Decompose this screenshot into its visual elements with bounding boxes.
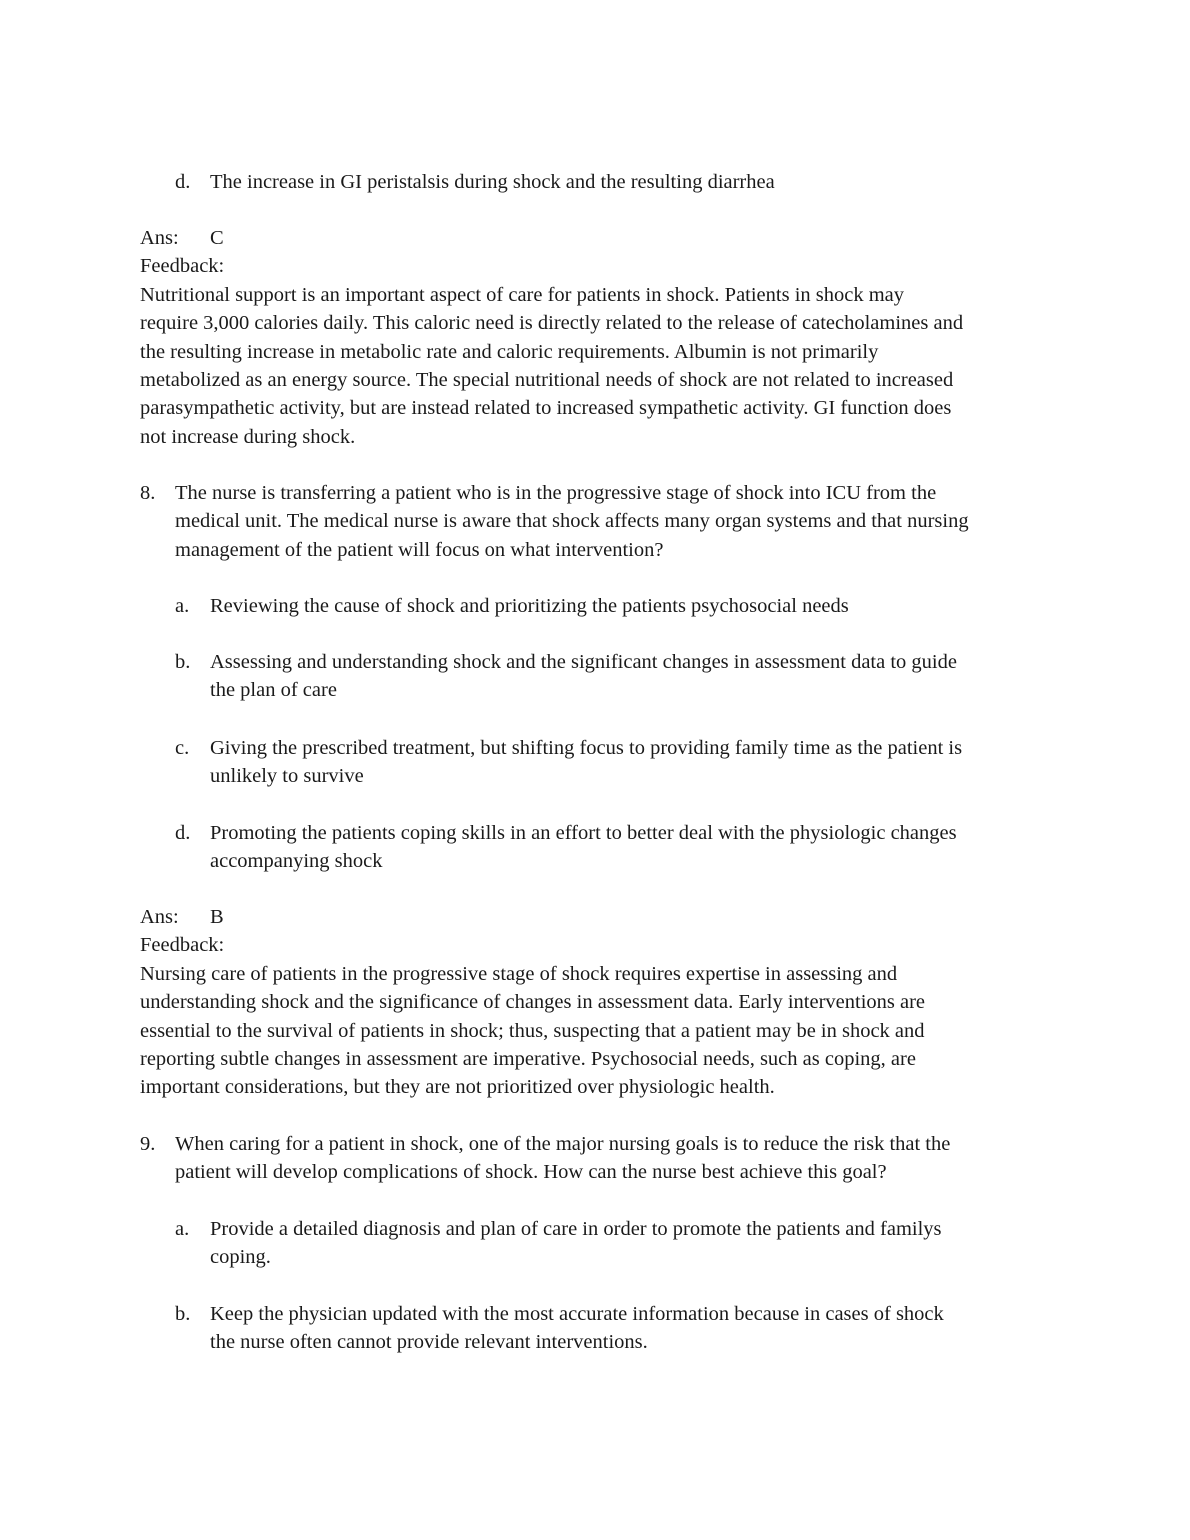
question-line: When caring for a patient in shock, one of the major nursing goals is to reduce the risk that the: [175, 1133, 951, 1155]
option-text: Keep the physician updated with the most accurate information because in cases of shock: [210, 1303, 944, 1325]
question-line: The nurse is transferring a patient who is in the progressive stage of shock into ICU from the: [175, 482, 937, 504]
option-letter: a.: [175, 1218, 190, 1240]
answer-value: B: [210, 906, 224, 928]
q8-option-d: [175, 819, 957, 876]
question-line: medical unit. The medical nurse is aware that shock affects many organ systems and that nursing: [175, 510, 969, 533]
feedback-line: parasympathetic activity, but are instead related to increased sympathetic activity. GI function does: [140, 397, 952, 420]
feedback-line: essential to the survival of patients in shock; thus, suspecting that a patient may be in shock and: [140, 1019, 925, 1042]
feedback-label: Feedback:: [140, 934, 225, 957]
question-8: [140, 479, 969, 564]
question-line: management of the patient will focus on what intervention?: [175, 538, 664, 561]
option-text: unlikely to survive: [210, 765, 364, 788]
q9-option-a: [175, 1215, 942, 1272]
question-9: [140, 1130, 950, 1187]
option-letter: b.: [175, 651, 191, 673]
option-text: coping.: [210, 1246, 271, 1269]
feedback-line: understanding shock and the significance of changes in assessment data. Early interventions are: [140, 991, 926, 1014]
feedback-line: metabolized as an energy source. The special nutritional needs of shock are not related to increased: [140, 369, 954, 392]
option-letter: a.: [175, 595, 190, 617]
option-letter: d.: [175, 822, 191, 844]
option-text: accompanying shock: [210, 850, 383, 873]
feedback-line: reporting subtle changes in assessment are imperative. Psychosocial needs, such as coping, are: [140, 1048, 916, 1071]
option-letter: c.: [175, 737, 190, 759]
option-text: Promoting the patients coping skills in an effort to better deal with the physiologic changes: [210, 822, 957, 844]
q8-option-b: [175, 648, 957, 705]
feedback-line: not increase during shock.: [140, 425, 356, 448]
answer-label: Ans:: [140, 227, 179, 249]
answer-value: C: [210, 227, 224, 249]
question-number: 9.: [140, 1133, 156, 1155]
q8-option-a: [175, 592, 849, 620]
option-letter: b.: [175, 1303, 191, 1325]
option-text: Giving the prescribed treatment, but shifting focus to providing family time as the patient is: [210, 737, 963, 759]
feedback-line: Nursing care of patients in the progressive stage of shock requires expertise in assessing and: [140, 962, 898, 985]
option-text: Reviewing the cause of shock and prioritizing the patients psychosocial needs: [210, 595, 849, 617]
q9-option-b: [175, 1300, 944, 1357]
feedback-line: require 3,000 calories daily. This caloric need is directly related to the release of catecholamines and: [140, 312, 964, 335]
option-text: the nurse often cannot provide relevant interventions.: [210, 1331, 648, 1354]
option-letter: d.: [175, 171, 191, 193]
option-text: Assessing and understanding shock and the significant changes in assessment data to guide: [210, 651, 957, 673]
feedback-line: the resulting increase in metabolic rate and caloric requirements. Albumin is not primarily: [140, 340, 879, 363]
feedback-line: important considerations, but they are not prioritized over physiologic health.: [140, 1076, 775, 1099]
answer-8: [140, 903, 925, 1102]
answer-7: [140, 224, 963, 451]
question-number: 8.: [140, 482, 156, 504]
option-text: The increase in GI peristalsis during shock and the resulting diarrhea: [210, 171, 775, 193]
question-line: patient will develop complications of shock. How can the nurse best achieve this goal?: [175, 1161, 887, 1184]
feedback-label: Feedback:: [140, 255, 225, 278]
option-text: Provide a detailed diagnosis and plan of care in order to promote the patients and familys: [210, 1218, 942, 1240]
answer-label: Ans:: [140, 906, 179, 928]
option-text: the plan of care: [210, 679, 337, 702]
feedback-line: Nutritional support is an important aspect of care for patients in shock. Patients in shock may: [140, 283, 905, 306]
q8-option-c: [175, 734, 962, 791]
